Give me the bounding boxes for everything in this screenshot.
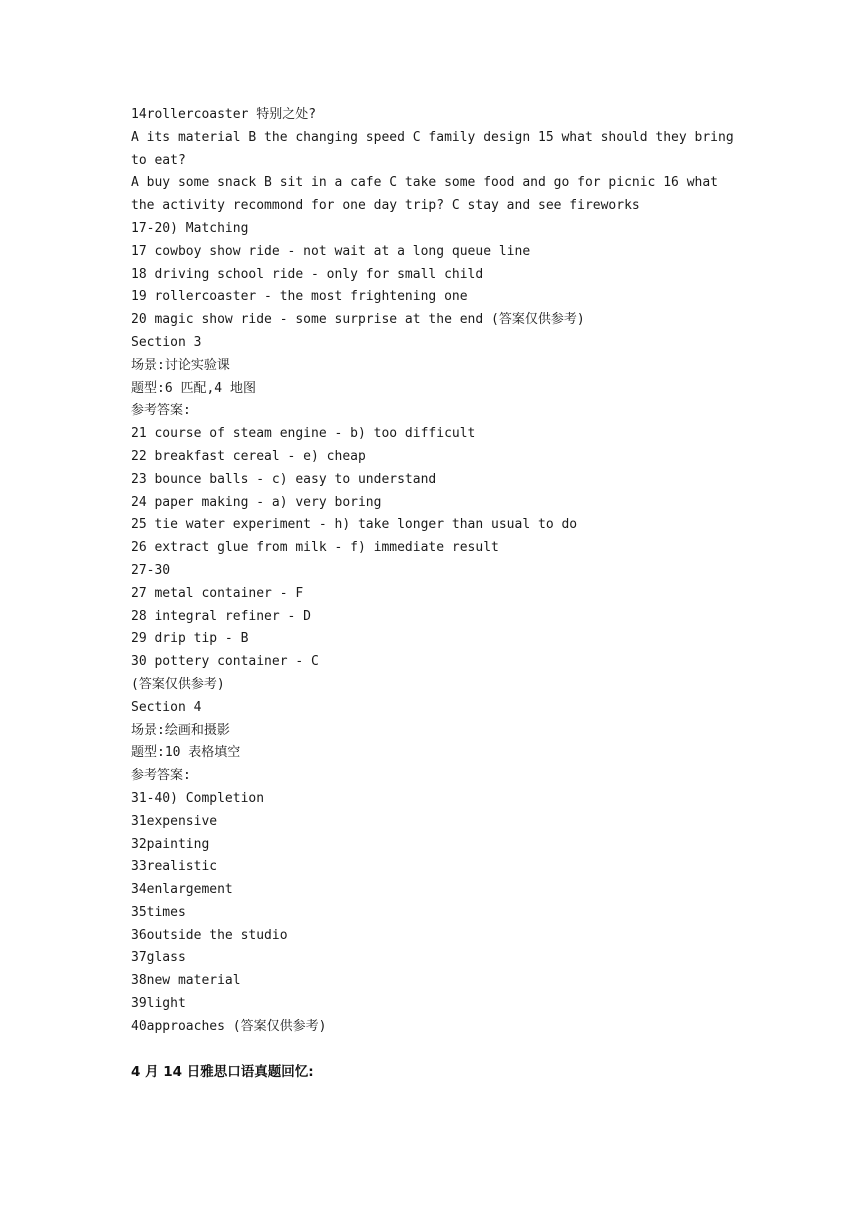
text-line: 19 rollercoaster - the most frightening one <box>131 289 468 305</box>
text-line: 26 extract glue from milk - f) immediate result <box>131 540 499 556</box>
question-type-label: 题型:6 匹配,4 地图 <box>131 380 256 396</box>
text-line: (答案仅供参考) <box>131 676 225 692</box>
text-line: 38new material <box>131 973 241 989</box>
text-line: 21 course of steam engine - b) too difficult <box>131 426 476 442</box>
scene-label: 场景:讨论实验课 <box>131 357 230 373</box>
text-line: 25 tie water experiment - h) take longer than usual to do <box>131 517 578 533</box>
text-line: 18 driving school ride - only for small child <box>131 266 484 282</box>
section-title: Section 3 <box>131 334 202 350</box>
text-line: 27 metal container - F <box>131 585 304 601</box>
answers-label: 参考答案: <box>131 403 191 419</box>
text-line: 40approaches (答案仅供参考) <box>131 1018 327 1034</box>
text-line: 30 pottery container - C <box>131 654 319 670</box>
speaking-heading: 4 月 14 日雅思口语真题回忆: <box>131 1063 314 1080</box>
text-line: 24 paper making - a) very boring <box>131 494 382 510</box>
text-line: 33realistic <box>131 859 218 875</box>
answers-label: 参考答案: <box>131 768 191 784</box>
text-line: 23 bounce balls - c) easy to understand <box>131 471 437 487</box>
question-type-label: 题型:10 表格填空 <box>131 745 241 761</box>
text-line: 36outside the studio <box>131 927 288 943</box>
text-line: 29 drip tip - B <box>131 631 249 647</box>
section-title: Section 4 <box>131 699 202 715</box>
document-body <box>131 104 741 1083</box>
text-line: 17 cowboy show ride - not wait at a long queue line <box>131 243 531 259</box>
text-line: 14rollercoaster 特别之处? <box>131 107 317 122</box>
text-line: 31-40) Completion <box>131 790 265 806</box>
text-line: 32painting <box>131 836 210 852</box>
text-line: 28 integral refiner - D <box>131 608 312 624</box>
text-line: 31expensive <box>131 813 218 829</box>
scene-label: 场景:绘画和摄影 <box>131 722 230 738</box>
text-line: 20 magic show ride - some surprise at the end (答案仅供参考) <box>131 312 585 328</box>
text-line: A its material B the changing speed C family design 15 what should they bring to eat? <box>131 129 742 168</box>
text-line: 22 breakfast cereal - e) cheap <box>131 448 366 464</box>
text-line: 37glass <box>131 950 186 966</box>
text-line: 39light <box>131 996 186 1012</box>
text-line: 17-20) Matching <box>131 220 249 236</box>
text-line: 35times <box>131 904 186 920</box>
text-line: 34enlargement <box>131 882 233 898</box>
text-line: 27-30 <box>131 562 171 578</box>
text-line: A buy some snack B sit in a cafe C take some food and go for picnic 16 what the activity recommond for one day trip? C stay and see fireworks <box>131 175 726 214</box>
